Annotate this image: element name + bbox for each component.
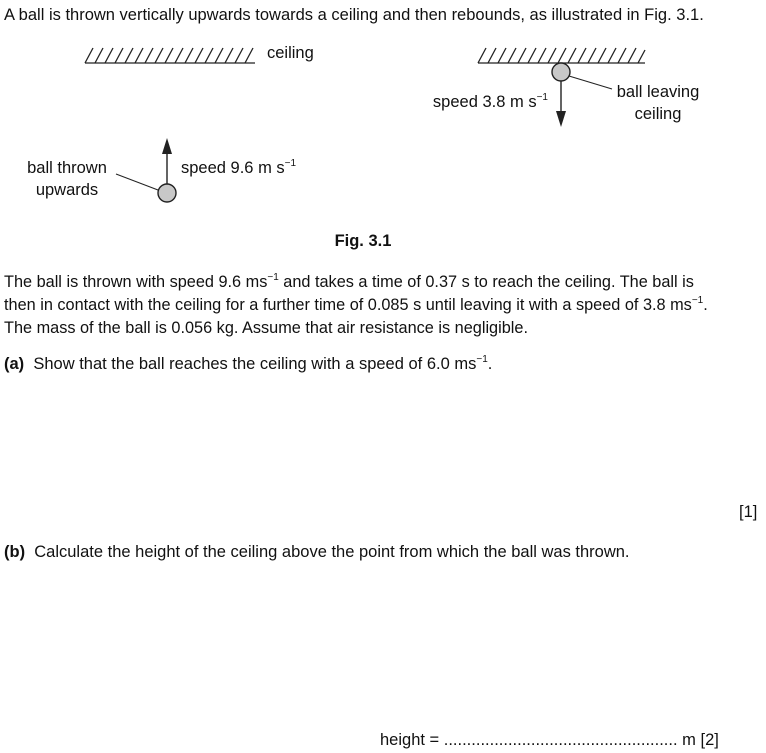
statement-paragraph bbox=[4, 272, 764, 339]
height-answer-line bbox=[380, 731, 719, 750]
answer-dots[interactable]: ................................................... bbox=[443, 731, 678, 749]
part-b-label: (b) bbox=[4, 543, 26, 561]
right-speed-label: speed 3.8 m $s^{-1}$ bbox=[432, 92, 548, 111]
height-unit: m bbox=[682, 731, 696, 749]
right-ball-label-line2: ceiling bbox=[634, 105, 682, 123]
statement-line-2: then in contact with the ceiling for a further time of 0.085 s until leaving it with a speed of 3.8 $ms^{-1}$. bbox=[4, 295, 708, 314]
figure-caption: Fig. 3.1 bbox=[334, 232, 392, 250]
left-ball bbox=[158, 184, 176, 202]
part-a-question: (a) Show that the ball reaches the ceiling with a speed of 6.0 $ms^{-1}$. bbox=[4, 354, 493, 373]
part-b-marks: [2] bbox=[700, 731, 719, 749]
statement-line-3: The mass of the ball is 0.056 kg. Assume that air resistance is negligible. bbox=[4, 319, 528, 337]
part-b-question: (b) Calculate the height of the ceiling above the point from which the ball was thrown. bbox=[4, 543, 630, 561]
statement-line-1: The ball is thrown with speed 9.6 $ms^{-1}$ and takes a time of 0.37 s to reach the ceiling. The ball is bbox=[4, 272, 694, 291]
right-ball bbox=[552, 63, 570, 81]
right-ceiling-hatching bbox=[478, 48, 645, 63]
intro-text: A ball is thrown vertically upwards towards a ceiling and then rebounds, as illustrated in Fig. 3.1. bbox=[4, 6, 704, 24]
left-speed-label: speed 9.6 m $s^{-1}$ bbox=[181, 158, 297, 177]
height-label: height = bbox=[380, 731, 444, 749]
part-a-marks: [1] bbox=[739, 503, 758, 521]
right-ball-label-line1: ball leaving bbox=[616, 83, 700, 101]
part-a-label: (a) bbox=[4, 355, 25, 373]
left-ceiling-hatching bbox=[85, 48, 255, 63]
left-ball-label-line2: upwards bbox=[35, 181, 99, 199]
left-ball-label-line1: ball thrown bbox=[27, 159, 107, 177]
right-arrow-head bbox=[556, 111, 566, 127]
ceiling-label: ceiling bbox=[267, 44, 314, 62]
left-leader-line bbox=[116, 174, 158, 190]
left-arrow-head bbox=[162, 138, 172, 154]
